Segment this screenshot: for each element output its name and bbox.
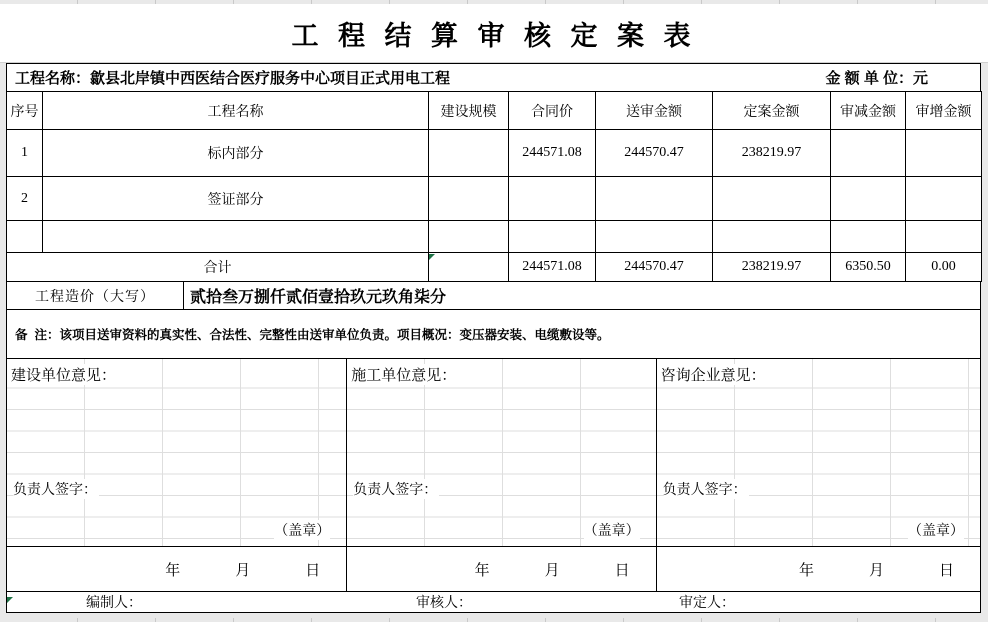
cell-seq: 1 <box>7 130 43 177</box>
cell-contract <box>509 177 596 221</box>
responsible-signature-label: 负责人签字： <box>353 481 438 497</box>
note-row: 备 注：该项目送审资料的真实性、合法性、完整性由送审单位负责。项目概况：变压器安装、电缆敷设等。 <box>6 309 981 359</box>
cell-scale <box>429 177 509 221</box>
opinion-title: 建设单位意见： <box>11 364 118 385</box>
col-header-increased: 审增金额 <box>906 92 982 130</box>
col-header-submitted: 送审金额 <box>596 92 713 130</box>
seal-label: （盖章） <box>583 522 640 538</box>
col-header-finalized: 定案金额 <box>713 92 831 130</box>
col-header-contract: 合同价 <box>509 92 596 130</box>
cell-error-indicator-icon <box>429 254 435 260</box>
cell-seq <box>7 221 43 253</box>
footer-row <box>6 591 981 613</box>
month-label: 月 <box>235 561 251 579</box>
total-reduced: 6350.50 <box>831 253 906 282</box>
total-label: 合计 <box>7 253 429 282</box>
total-scale <box>429 253 509 282</box>
responsible-signature-label: 负责人签字： <box>13 481 97 497</box>
cell-finalized: 238219.97 <box>713 130 831 177</box>
project-name-row <box>6 63 981 92</box>
cell-reduced <box>831 130 906 177</box>
cell-increased <box>906 221 982 253</box>
responsible-signature-label: 负责人签字： <box>662 481 747 497</box>
day-label: 日 <box>305 561 321 579</box>
total-row <box>7 253 982 282</box>
date-row <box>6 546 981 592</box>
approver-label: 审定人： <box>679 594 735 610</box>
opinion-box-contractor-unit <box>347 359 656 546</box>
cell-name <box>43 221 429 253</box>
preparer-label: 编制人： <box>86 594 142 610</box>
col-header-scale: 建设规模 <box>429 92 509 130</box>
cell-reduced <box>831 221 906 253</box>
day-label: 日 <box>614 561 630 579</box>
amount-unit-label: 金 额 单 位：元 <box>825 70 928 87</box>
cell-scale <box>429 130 509 177</box>
cell-name: 标内部分 <box>43 130 429 177</box>
cell-contract: 244571.08 <box>509 130 596 177</box>
date-cell <box>7 547 347 591</box>
col-header-name: 工程名称 <box>43 92 429 130</box>
opinion-box-construction-unit <box>7 359 347 546</box>
total-contract: 244571.08 <box>509 253 596 282</box>
cell-finalized <box>713 221 831 253</box>
year-label: 年 <box>798 561 814 579</box>
cell-increased <box>906 177 982 221</box>
cell-reduced <box>831 177 906 221</box>
cell-submitted <box>596 221 713 253</box>
cell-seq: 2 <box>7 177 43 221</box>
opinions-section <box>6 358 981 547</box>
title-band <box>0 4 988 63</box>
total-increased: 0.00 <box>906 253 982 282</box>
year-label: 年 <box>165 561 181 579</box>
page-title: 工 程 结 算 审 核 定 案 表 <box>291 20 697 51</box>
cell-submitted: 244570.47 <box>596 130 713 177</box>
date-cell <box>657 547 980 591</box>
table-header-row <box>7 92 982 130</box>
opinion-title: 施工单位意见： <box>351 364 458 385</box>
form-frame <box>6 63 981 613</box>
table-row <box>7 130 982 177</box>
cell-increased <box>906 130 982 177</box>
month-label: 月 <box>544 561 560 579</box>
month-label: 月 <box>868 561 884 579</box>
settlement-table <box>6 91 982 282</box>
table-row <box>7 221 982 253</box>
col-header-seq: 序号 <box>7 92 43 130</box>
reviewer-label: 审核人： <box>416 594 472 610</box>
cell-finalized <box>713 177 831 221</box>
cell-contract <box>509 221 596 253</box>
cell-name: 签证部分 <box>43 177 429 221</box>
amount-in-words-value: 贰拾叁万捌仟贰佰壹拾玖元玖角柒分 <box>190 289 447 306</box>
total-submitted: 244570.47 <box>596 253 713 282</box>
cell-error-indicator-icon <box>7 597 13 603</box>
bottom-sheet-gridlines <box>0 618 988 622</box>
project-name: 工程名称：歙县北岸镇中西医结合医疗服务中心项目正式用电工程 <box>15 70 451 87</box>
table-row <box>7 177 982 221</box>
day-label: 日 <box>938 561 954 579</box>
col-header-reduced: 审减金额 <box>831 92 906 130</box>
amount-in-words-label: 工程造价（大写） <box>7 282 184 309</box>
amount-in-words-row <box>6 281 981 310</box>
seal-label: （盖章） <box>907 522 964 538</box>
opinion-title: 咨询企业意见： <box>661 364 768 385</box>
year-label: 年 <box>474 561 490 579</box>
cell-scale <box>429 221 509 253</box>
cell-submitted <box>596 177 713 221</box>
opinion-box-consulting-firm <box>657 359 980 546</box>
seal-label: （盖章） <box>274 522 331 538</box>
total-finalized: 238219.97 <box>713 253 831 282</box>
date-cell <box>347 547 656 591</box>
